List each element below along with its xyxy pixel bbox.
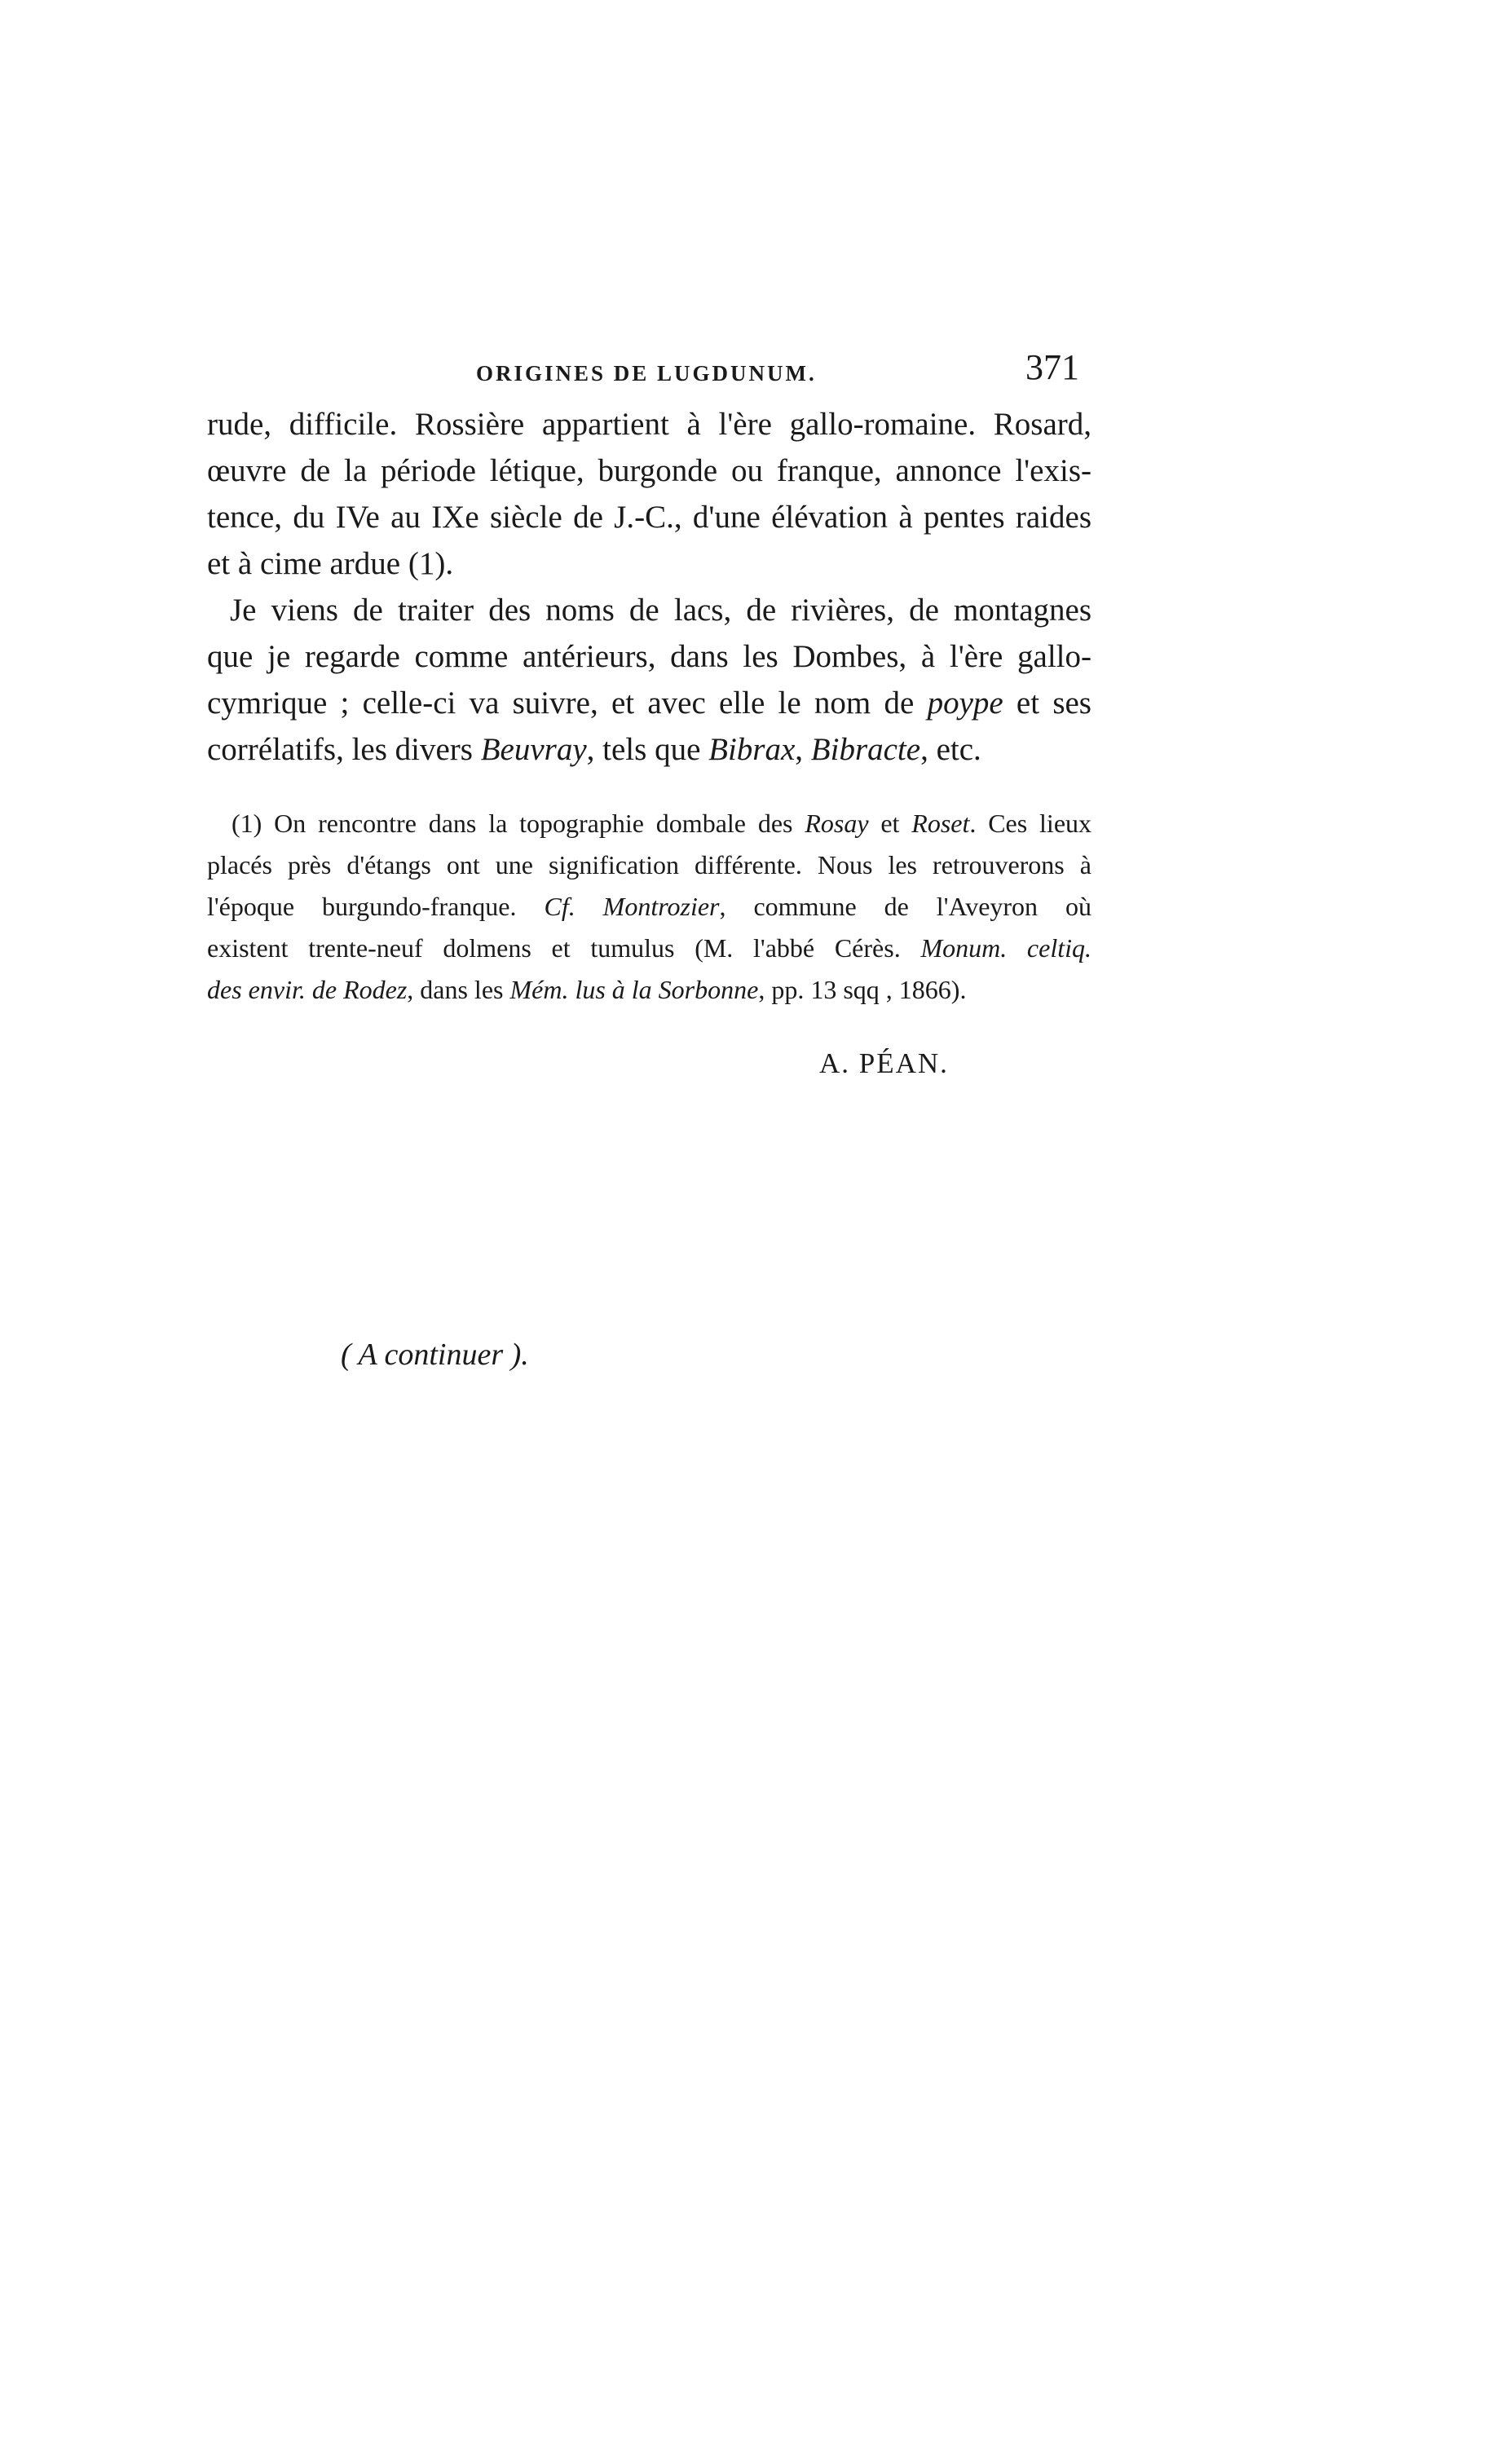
text-segment: cymrique ; celle-ci va suivre, et avec elle le nom de [207,685,928,721]
continuation-note: ( A continuer ). [341,1338,529,1372]
running-title: ORIGINES DE LUGDUNUM. [476,361,817,386]
text-segment: , tels que [586,732,709,767]
text-line [207,680,1091,726]
italic-term: Cf. Montrozier [544,892,720,921]
text-segment: , [795,732,811,767]
text-segment: , etc. [920,732,981,767]
italic-term: Rosay [805,809,869,838]
text-segment: corrélatifs, les divers [207,732,481,767]
footnote-line [207,803,1091,844]
text-line: Je viens de traiter des noms de lacs, de rivières, de montagnes [230,593,1091,628]
italic-term: Roset [911,809,970,838]
italic-term: Mém. lus à la Sorbonne [509,975,759,1004]
text-segment: et [868,809,912,838]
text-line: et à cime ardue (1). [207,546,454,581]
text-segment: . Ces lieux [969,809,1092,838]
page-header [207,346,1087,395]
text-segment: l'époque burgundo-franque. [207,892,545,921]
text-segment: , pp. 13 sqq , 1866). [758,975,967,1004]
text-segment: (1) On rencontre dans la topographie dombale des [232,809,805,838]
text-segment: , dans les [407,975,510,1004]
footnote-line [207,969,1091,1011]
text-segment: , commune de l'Aveyron où [719,892,1092,921]
text-line: tence, du IVe au IXe siècle de J.-C., d'une élévation à pentes raides [207,500,1091,535]
footnote-line: placés près d'étangs ont une signification différente. Nous les retrouverons à [207,850,1091,879]
text-line: œuvre de la période létique, burgonde ou franque, annonce l'exis- [207,453,1091,488]
body-text [207,401,1091,773]
footnote-line [207,928,1091,969]
author-signature: A. PÉAN. [819,1047,949,1079]
text-line: rude, difficile. Rossière appartient à l'ère gallo-romaine. Rosard, [207,407,1091,442]
text-segment: existent trente-neuf dolmens et tumulus (M. l'abbé Cérès. [207,933,921,963]
footnote-line [207,886,1091,928]
text-line [207,726,1091,773]
italic-term: poype [927,685,1003,721]
footnote [207,803,1091,1011]
italic-term: Bibracte [810,732,921,767]
page-number: 371 [1025,347,1079,387]
italic-term: Bibrax [708,732,796,767]
italic-term: Beuvray [480,732,587,767]
text-segment: et ses [1003,685,1091,721]
italic-term: des envir. de Rodez [207,975,408,1004]
italic-term: Monum. celtiq. [920,933,1092,963]
text-line: que je regarde comme antérieurs, dans les Dombes, à l'ère gallo- [207,639,1091,674]
